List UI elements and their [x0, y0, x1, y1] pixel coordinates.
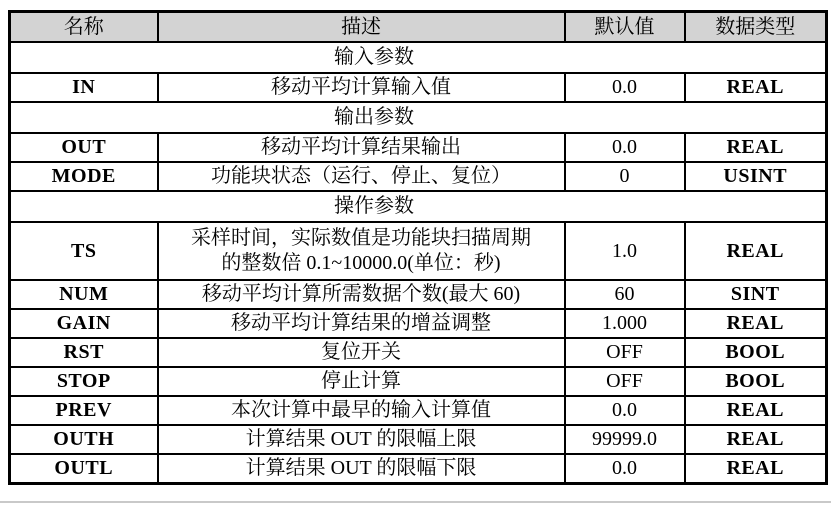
param-desc-cell: 计算结果 OUT 的限幅上限: [158, 425, 565, 454]
table-row: [10, 222, 827, 280]
param-type-cell: REAL: [685, 425, 827, 454]
param-type-cell: REAL: [685, 396, 827, 425]
param-name-cell: NUM: [10, 280, 158, 309]
section-row-input: [10, 42, 827, 73]
table-row: [10, 454, 827, 484]
param-default-cell: 1.0: [565, 222, 685, 280]
param-type-cell: REAL: [685, 222, 827, 280]
param-default-cell: 60: [565, 280, 685, 309]
param-default-cell: 99999.0: [565, 425, 685, 454]
table-row: [10, 162, 827, 191]
col-header-name: 名称: [10, 12, 158, 43]
function-block-parameter-table: [8, 10, 828, 485]
param-default-cell: OFF: [565, 338, 685, 367]
col-header-default: 默认值: [565, 12, 685, 43]
param-default-cell: 0.0: [565, 73, 685, 102]
param-type-cell: REAL: [685, 73, 827, 102]
param-name-cell: OUT: [10, 133, 158, 162]
param-name-cell: RST: [10, 338, 158, 367]
section-label: 输入参数: [10, 42, 827, 73]
table-row: [10, 338, 827, 367]
section-row-operation: [10, 191, 827, 222]
param-default-cell: 1.000: [565, 309, 685, 338]
table-row: [10, 309, 827, 338]
param-name-cell: OUTH: [10, 425, 158, 454]
param-desc-cell: 移动平均计算结果输出: [158, 133, 565, 162]
param-name-cell: PREV: [10, 396, 158, 425]
param-name-cell: IN: [10, 73, 158, 102]
param-name-cell: TS: [10, 222, 158, 280]
table-row: [10, 280, 827, 309]
param-name-cell: OUTL: [10, 454, 158, 484]
table-row: [10, 133, 827, 162]
param-default-cell: 0.0: [565, 396, 685, 425]
param-desc-cell: 移动平均计算输入值: [158, 73, 565, 102]
param-name-cell: GAIN: [10, 309, 158, 338]
param-default-cell: 0.0: [565, 454, 685, 484]
param-type-cell: REAL: [685, 309, 827, 338]
param-desc-cell: 功能块状态（运行、停止、复位）: [158, 162, 565, 191]
param-type-cell: REAL: [685, 133, 827, 162]
param-default-cell: 0: [565, 162, 685, 191]
param-type-cell: BOOL: [685, 338, 827, 367]
param-desc-cell: 复位开关: [158, 338, 565, 367]
col-header-desc: 描述: [158, 12, 565, 43]
table-row: [10, 73, 827, 102]
param-type-cell: USINT: [685, 162, 827, 191]
table-row: [10, 367, 827, 396]
desc-line-2: 的整数倍 0.1~10000.0(单位：秒): [221, 252, 501, 274]
table-row: [10, 425, 827, 454]
param-desc-cell: 计算结果 OUT 的限幅下限: [158, 454, 565, 484]
section-row-output: [10, 102, 827, 133]
param-type-cell: REAL: [685, 454, 827, 484]
col-header-datatype: 数据类型: [685, 12, 827, 43]
desc-line-1: 采样时间，实际数值是功能块扫描周期: [191, 227, 531, 249]
param-type-cell: BOOL: [685, 367, 827, 396]
param-name-cell: STOP: [10, 367, 158, 396]
param-default-cell: OFF: [565, 367, 685, 396]
param-default-cell: 0.0: [565, 133, 685, 162]
param-desc-cell: 移动平均计算所需数据个数(最大 60): [158, 280, 565, 309]
table-header-row: [10, 12, 827, 43]
param-desc-cell: 停止计算: [158, 367, 565, 396]
param-desc-cell: [158, 222, 565, 280]
param-desc-cell: 移动平均计算结果的增益调整: [158, 309, 565, 338]
section-label: 操作参数: [10, 191, 827, 222]
table-row: [10, 396, 827, 425]
page-bottom-divider: [0, 501, 831, 503]
param-desc-cell: 本次计算中最早的输入计算值: [158, 396, 565, 425]
section-label: 输出参数: [10, 102, 827, 133]
param-name-cell: MODE: [10, 162, 158, 191]
param-type-cell: SINT: [685, 280, 827, 309]
